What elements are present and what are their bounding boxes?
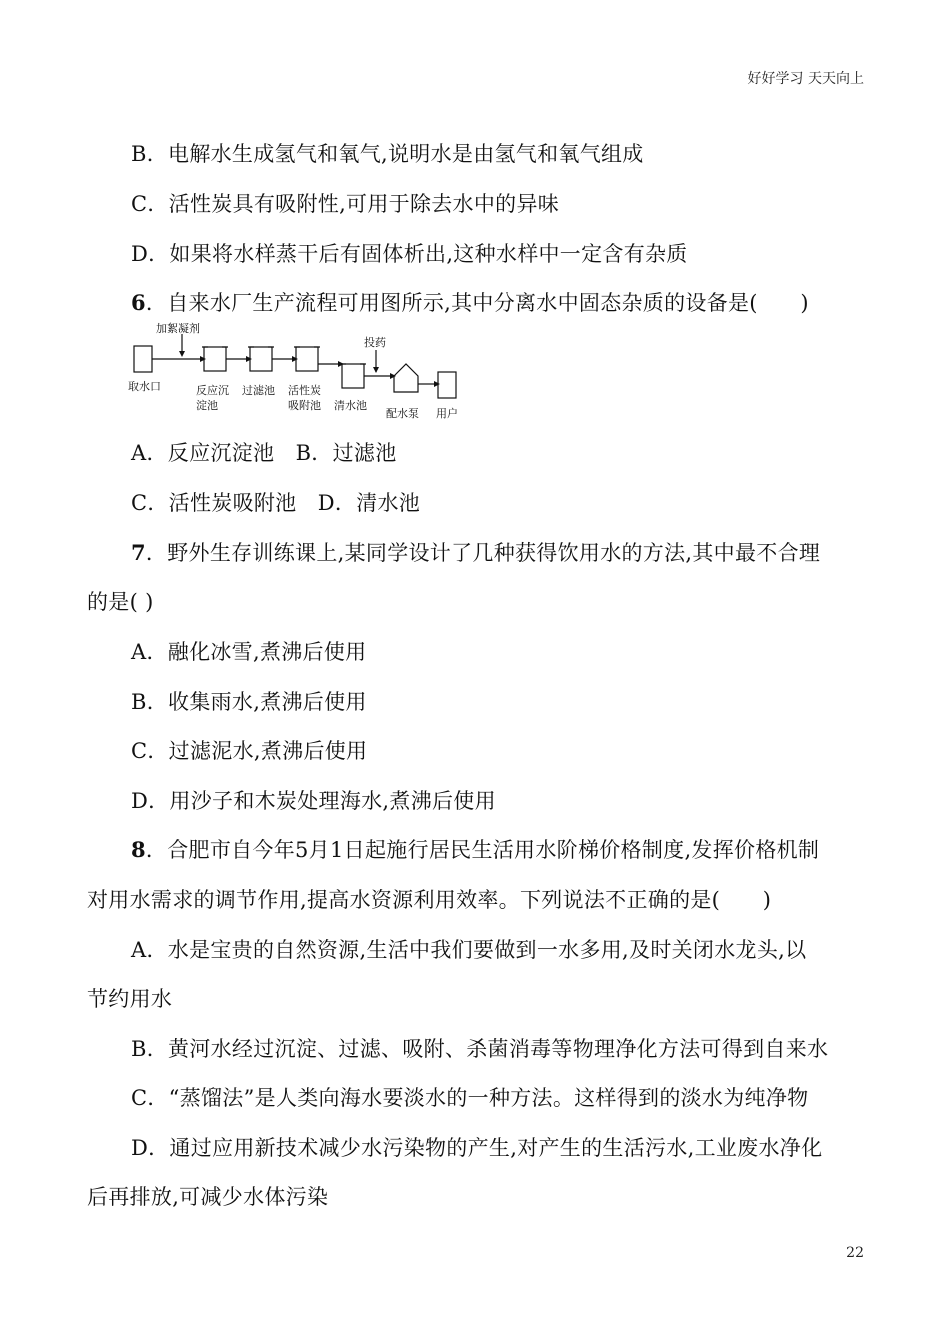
q8-option-b: B．黄河水经过沉淀、过滤、吸附、杀菌消毒等物理净化方法可得到自来水 — [131, 1037, 829, 1061]
label-filter: 过滤池 — [242, 384, 275, 397]
q8-option-d: D．通过应用新技术减少水污染物的产生,对产生的生活污水,工业废水净化 — [131, 1136, 823, 1160]
label-pump: 配水泵 — [386, 407, 419, 420]
q6-stem — [131, 287, 809, 317]
q8-option-d-continued: 后再排放,可减少水体污染 — [87, 1185, 329, 1209]
label-reaction-2: 淀池 — [196, 399, 218, 412]
q7-stem-continued: 的是( ) — [87, 590, 154, 614]
label-carbon-2: 吸附池 — [288, 399, 321, 412]
q8-option-a: A．水是宝贵的自然资源,生活中我们要做到一水多用,及时关闭水龙头,以 — [131, 938, 807, 962]
q8-stem-continued: 对用水需求的调节作用,提高水资源利用效率。下列说法不正确的是( ) — [87, 888, 772, 912]
pump-shape — [394, 364, 418, 392]
label-carbon-1: 活性炭 — [288, 384, 321, 397]
q7-stem-text: ．野外生存训练课上,某同学设计了几种获得饮用水的方法,其中最不合理 — [145, 541, 821, 565]
q8-option-c: C．“蒸馏法”是人类向海水要淡水的一种方法。这样得到的淡水为纯净物 — [131, 1086, 809, 1110]
clear-water-tank — [342, 364, 364, 388]
q7-option-b: B．收集雨水,煮沸后使用 — [131, 690, 367, 714]
q5-option-d: D．如果将水样蒸干后有固体析出,这种水样中一定含有杂质 — [131, 242, 688, 266]
q7-option-c: C．过滤泥水,煮沸后使用 — [131, 739, 368, 763]
q6-number: 6 — [131, 290, 146, 315]
q7-option-d: D．用沙子和木炭处理海水,煮沸后使用 — [131, 789, 496, 813]
q8-number: 8 — [131, 837, 146, 862]
q6-options-ab: A．反应沉淀池 B．过滤池 — [131, 441, 397, 465]
label-dosing: 投药 — [364, 336, 386, 349]
q7-option-a: A．融化冰雪,煮沸后使用 — [131, 640, 367, 664]
label-clear-water: 清水池 — [334, 399, 367, 412]
q7-number: 7 — [131, 540, 146, 565]
q6-stem-text: ．自来水厂生产流程可用图所示,其中分离水中固态杂质的设备是( ) — [145, 291, 809, 315]
label-user: 用户 — [436, 407, 458, 420]
q6-options-cd: C．活性炭吸附池 D．清水池 — [131, 491, 421, 515]
label-intake: 取水口 — [128, 380, 161, 393]
intake-box — [134, 346, 152, 372]
page-header: 好好学习 天天向上 — [747, 71, 864, 87]
q7-stem — [131, 537, 820, 567]
reaction-tank — [204, 347, 226, 371]
label-reaction-1: 反应沉 — [196, 384, 229, 397]
filter-tank — [250, 347, 272, 371]
q5-option-c: C．活性炭具有吸附性,可用于除去水中的异味 — [131, 192, 560, 216]
label-coagulant: 加絮凝剂 — [156, 322, 200, 335]
user-box — [438, 372, 456, 398]
q8-option-a-continued: 节约用水 — [87, 987, 173, 1011]
q8-stem-text: ．合肥市自今年5月1日起施行居民生活用水阶梯价格制度,发挥价格机制 — [145, 838, 820, 862]
q5-option-b: B．电解水生成氢气和氧气,说明水是由氢气和氧气组成 — [131, 142, 644, 166]
page-number: 22 — [846, 1245, 864, 1261]
water-treatment-flow-diagram — [128, 320, 468, 420]
q8-stem — [131, 834, 819, 864]
carbon-tank — [296, 347, 318, 371]
